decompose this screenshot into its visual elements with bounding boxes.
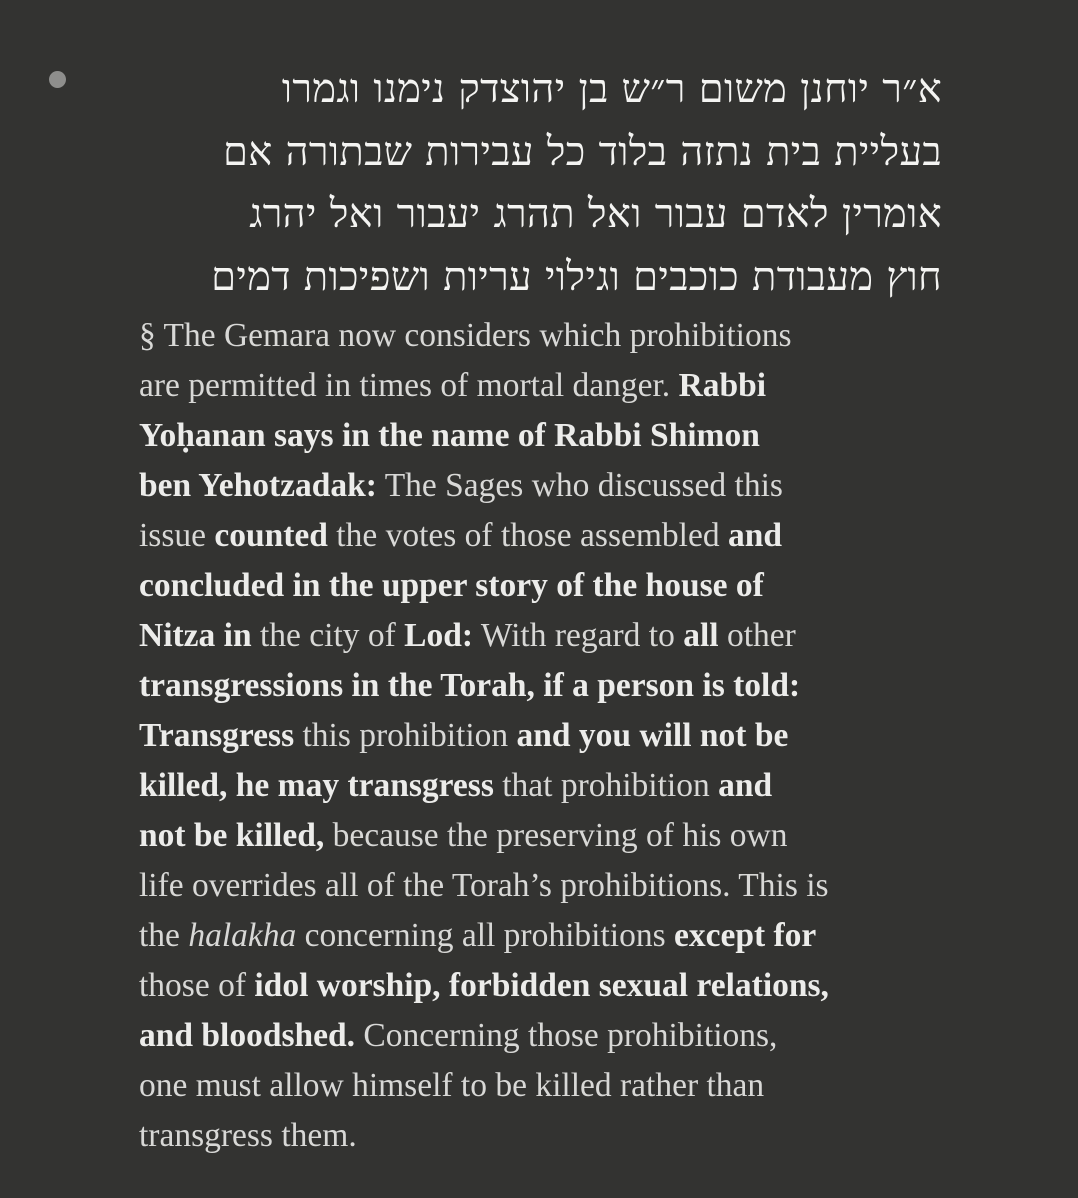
translation-line	[139, 511, 959, 561]
translation-line	[139, 761, 959, 811]
translation-line	[139, 1111, 959, 1161]
plain-text: § The Gemara now considers which prohibitions	[139, 317, 792, 354]
hebrew-line: אומרין לאדם עבור ואל תהרג יעבור ואל יהרג	[249, 191, 942, 237]
bold-text: Transgress	[139, 717, 295, 754]
hebrew-line: בעליית בית נתזה בלוד כל עבירות שבתורה אם	[223, 128, 942, 175]
translation-line	[139, 961, 959, 1011]
bold-text: Nitza in	[139, 617, 252, 654]
bold-text: transgressions in the Torah, if a person is told:	[139, 667, 801, 704]
bold-text: Lod:	[404, 617, 474, 654]
plain-text: life overrides all of the Torah’s prohibitions. This is	[139, 867, 829, 904]
plain-text: because the preserving of his own	[324, 817, 788, 854]
translation-line	[139, 611, 959, 661]
bold-text: and	[727, 517, 782, 554]
translation-line	[139, 1011, 959, 1061]
plain-text: the city of	[251, 617, 405, 654]
bold-text: and bloodshed.	[139, 1017, 355, 1054]
italic-term: halakha	[188, 917, 297, 954]
hebrew-line: א״ר יוחנן משום ר״ש בן יהוצדק נימנו וגמרו	[281, 66, 942, 112]
translation-line	[139, 1061, 959, 1111]
bullet-dot-icon	[49, 71, 66, 88]
bold-text: Rabbi	[678, 367, 767, 404]
plain-text: transgress them.	[139, 1117, 357, 1154]
bold-text: idol worship, forbidden sexual relations,	[254, 967, 829, 1004]
bold-text: not be killed,	[139, 817, 325, 854]
plain-text: one must allow himself to be killed rather than	[139, 1067, 765, 1104]
plain-text: are permitted in times of mortal danger.	[139, 367, 679, 404]
translation-line	[139, 861, 959, 911]
translation-line	[139, 561, 959, 611]
plain-text: those of	[139, 967, 255, 1004]
translation-line	[139, 311, 959, 361]
bold-text: all	[683, 617, 719, 654]
translation-line	[139, 661, 959, 711]
bold-text: counted	[214, 517, 328, 554]
bold-text: concluded in the upper story of the house of	[139, 567, 764, 604]
plain-text: With regard to	[473, 617, 684, 654]
bold-text: ben Yehotzadak:	[139, 467, 377, 504]
plain-text: issue	[139, 517, 215, 554]
plain-text: the	[139, 917, 189, 954]
bold-text: killed, he may transgress	[139, 767, 494, 804]
hebrew-source-text	[122, 58, 942, 308]
plain-text: that prohibition	[493, 767, 719, 804]
translation-line	[139, 811, 959, 861]
plain-text: Concerning those prohibitions,	[355, 1017, 778, 1054]
english-translation	[139, 311, 959, 1161]
bold-text: except for	[673, 917, 817, 954]
bold-text: and you will not be	[516, 717, 789, 754]
plain-text: other	[718, 617, 796, 654]
translation-line	[139, 711, 959, 761]
hebrew-line: חוץ מעבודת כוכבים וגילוי עריות ושפיכות דמים	[211, 253, 942, 300]
translation-line	[139, 911, 959, 961]
translation-line	[139, 361, 959, 411]
plain-text: this prohibition	[294, 717, 517, 754]
plain-text: The Sages who discussed this	[376, 467, 783, 504]
plain-text: concerning all prohibitions	[296, 917, 674, 954]
translation-line	[139, 411, 959, 461]
plain-text: the votes of those assembled	[327, 517, 728, 554]
bold-text: Yoḥanan says in the name of Rabbi Shimon	[139, 417, 760, 454]
bold-text: and	[718, 767, 773, 804]
translation-line	[139, 461, 959, 511]
